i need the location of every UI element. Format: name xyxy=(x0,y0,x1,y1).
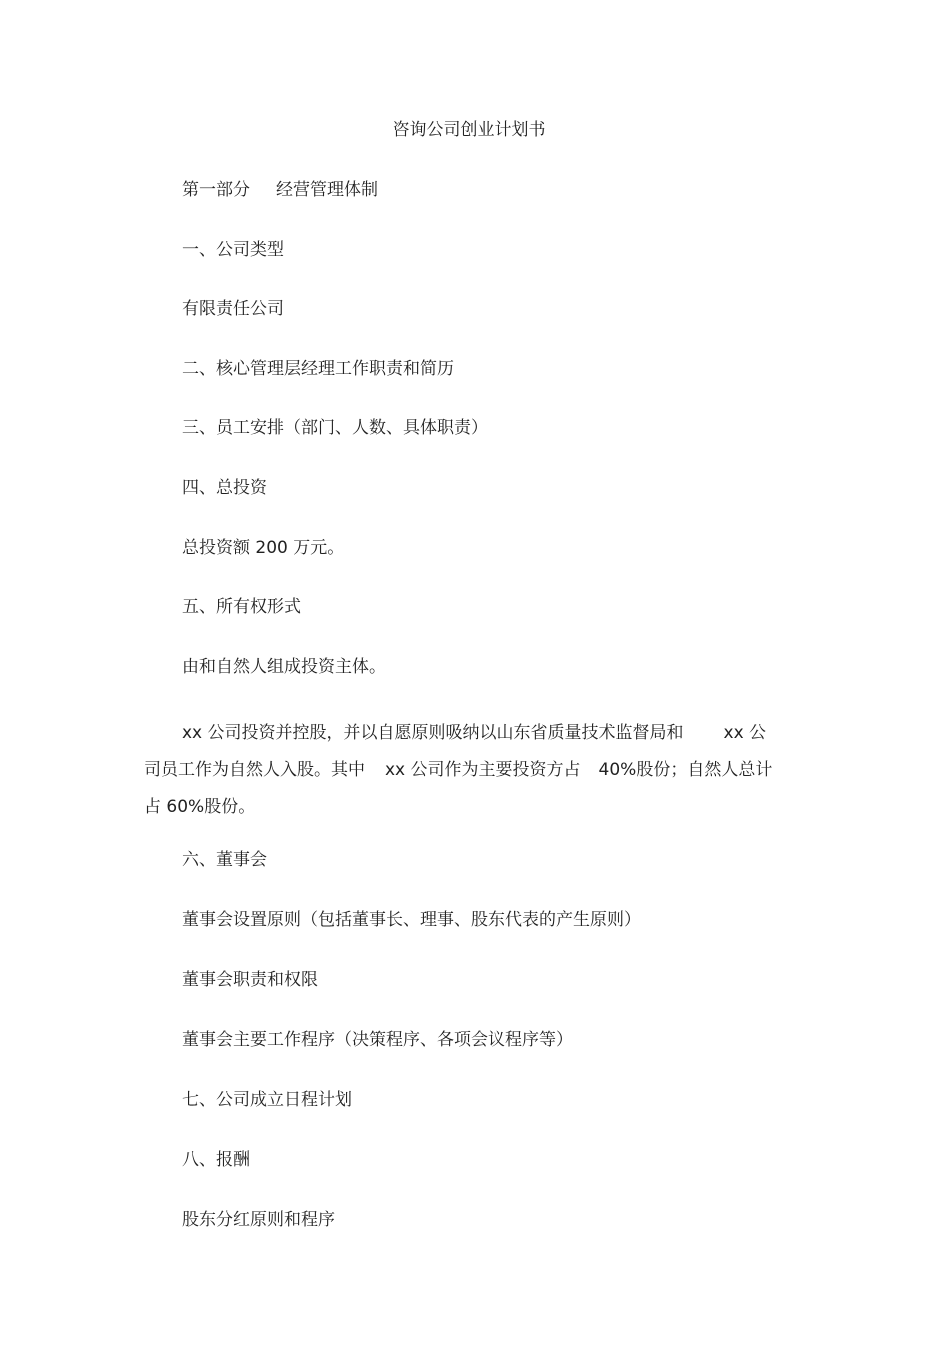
section-heading-company-type: 一、公司类型 xyxy=(182,240,284,260)
ownership-paragraph xyxy=(144,715,794,826)
section-heading-board: 六、董事会 xyxy=(182,850,267,870)
paragraph-row xyxy=(144,715,794,752)
board-procedures-text: 董事会主要工作程序（决策程序、各项会议程序等） xyxy=(182,1030,573,1050)
dividend-text: 股东分红原则和程序 xyxy=(182,1210,335,1230)
board-principles-text: 董事会设置原则（包括董事长、理事、股东代表的产生原则） xyxy=(182,910,641,930)
paragraph-text: 40%股份；自然人总计 xyxy=(598,760,773,780)
part-label: 第一部分 xyxy=(182,180,250,200)
paragraph-text: 司员工作为自然人入股。其中 xyxy=(144,760,365,780)
part-heading xyxy=(182,180,378,200)
section-heading-investment: 四、总投资 xyxy=(182,478,267,498)
paragraph-text: xx 公司投资并控股，并以自愿原则吸纳以山东省质量技术监督局和 xyxy=(182,723,684,743)
paragraph-text: xx 公 xyxy=(723,723,767,743)
ownership-text: 由和自然人组成投资主体。 xyxy=(182,657,386,677)
board-duties-text: 董事会职责和权限 xyxy=(182,970,318,990)
company-type-text: 有限责任公司 xyxy=(182,299,284,319)
section-heading-schedule: 七、公司成立日程计划 xyxy=(182,1090,352,1110)
document-title: 咨询公司创业计划书 xyxy=(392,120,546,140)
investment-text: 总投资额 200 万元。 xyxy=(182,538,345,558)
section-heading-compensation: 八、报酬 xyxy=(182,1150,250,1170)
paragraph-row xyxy=(144,752,794,789)
paragraph-row xyxy=(144,789,794,826)
paragraph-text: xx 公司作为主要投资方占 xyxy=(385,760,581,780)
part-title: 经营管理体制 xyxy=(276,180,378,200)
paragraph-text: 占 60%股份。 xyxy=(144,797,256,817)
section-heading-staff: 三、员工安排（部门、人数、具体职责） xyxy=(182,418,488,438)
section-heading-management: 二、核心管理层经理工作职责和简历 xyxy=(182,359,454,379)
section-heading-ownership: 五、所有权形式 xyxy=(182,597,301,617)
